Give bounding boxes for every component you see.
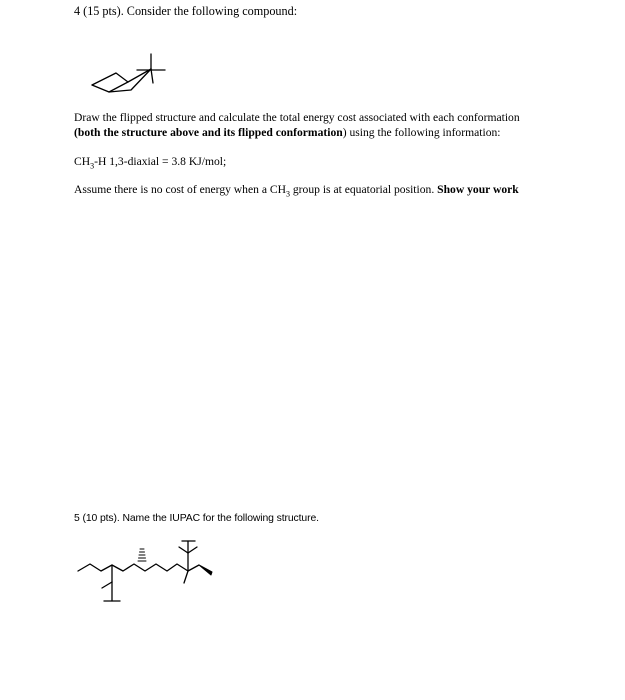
bold-emphasis: both the structure above and its flipped conformation [77,126,343,139]
show-your-work: Show your work [437,183,519,196]
question-5-title: 5 (10 pts). Name the IUPAC for the following structure. [74,513,319,524]
question-4-instructions-line-2: (both the structure above and its flipped conformation) using the following information: [74,126,501,139]
assumption-text: Assume there is no cost of energy when a $CH_3$ group is at equatorial position. Show your work [74,183,519,199]
cyclohexane-chair-structure [85,48,180,100]
skeletal-structure [74,535,224,610]
given-energy-value: $CH_3-H$ 1,3-diaxial = 3.8 KJ/mol; [74,155,227,171]
question-4-instructions-line-1: Draw the flipped structure and calculate the total energy cost associated with each conformation [74,111,520,124]
question-4-title: 4 (15 pts). Consider the following compound: [74,4,298,18]
